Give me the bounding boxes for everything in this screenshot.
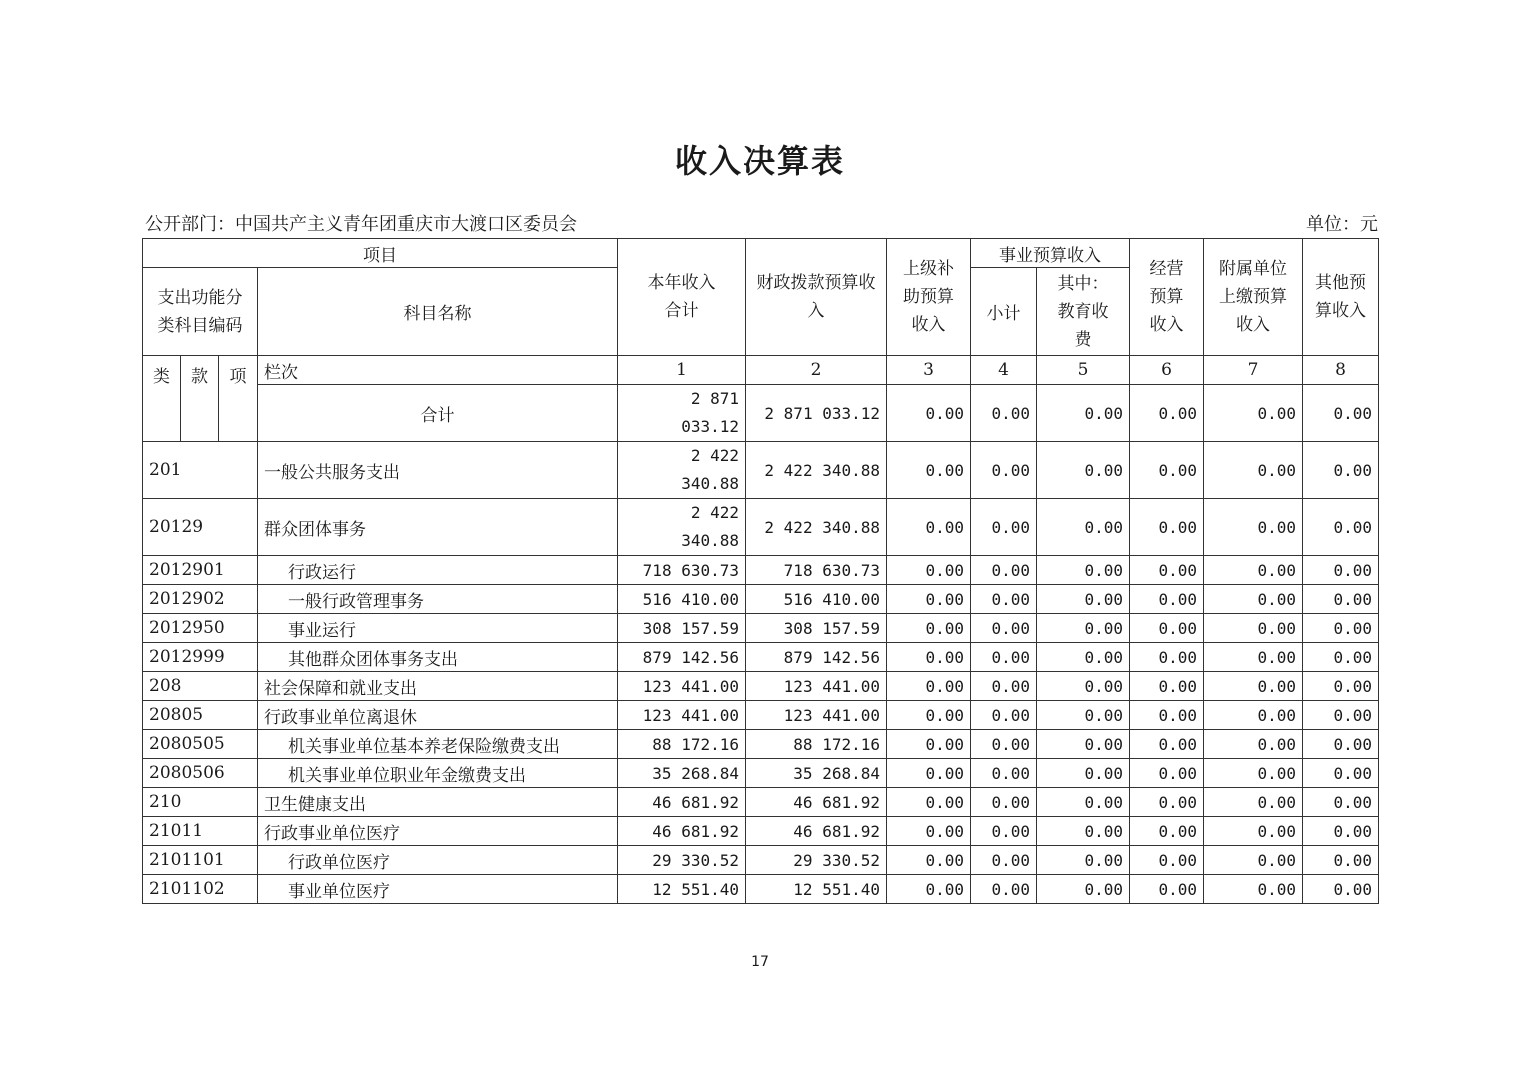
row-c2: 29 330.52	[746, 846, 887, 875]
row-c4: 0.00	[971, 499, 1037, 556]
row-c7: 0.00	[1204, 846, 1303, 875]
row-c4: 0.00	[971, 875, 1037, 904]
row-c3: 0.00	[887, 730, 971, 759]
row-c7: 0.00	[1204, 730, 1303, 759]
row-c1: 879 142.56	[618, 643, 746, 672]
row-c8: 0.00	[1303, 442, 1379, 499]
total-c3: 0.00	[887, 385, 971, 442]
row-code: 2101102	[143, 875, 258, 904]
row-code: 210	[143, 788, 258, 817]
row-c8: 0.00	[1303, 643, 1379, 672]
row-c5: 0.00	[1037, 643, 1130, 672]
row-c2: 123 441.00	[746, 672, 887, 701]
header-lanci: 栏次	[258, 356, 618, 385]
table-row	[143, 788, 1379, 817]
row-c1: 308 157.59	[618, 614, 746, 643]
row-name: 事业单位医疗	[258, 875, 618, 904]
row-c5: 0.00	[1037, 442, 1130, 499]
row-name: 机关事业单位职业年金缴费支出	[258, 759, 618, 788]
row-name: 行政事业单位离退休	[258, 701, 618, 730]
row-c3: 0.00	[887, 788, 971, 817]
row-c6: 0.00	[1130, 875, 1204, 904]
row-c2: 88 172.16	[746, 730, 887, 759]
row-c3: 0.00	[887, 701, 971, 730]
header-col8: 其他预算收入	[1303, 239, 1379, 356]
row-c5: 0.00	[1037, 614, 1130, 643]
table-row	[143, 875, 1379, 904]
table-row	[143, 672, 1379, 701]
table-row	[143, 643, 1379, 672]
row-c8: 0.00	[1303, 846, 1379, 875]
row-c1: 2 422 340.88	[618, 499, 746, 556]
row-c1: 516 410.00	[618, 585, 746, 614]
row-c4: 0.00	[971, 672, 1037, 701]
row-code: 20129	[143, 499, 258, 556]
row-c1: 35 268.84	[618, 759, 746, 788]
header-col5: 其中：教育收费	[1037, 268, 1130, 356]
row-c8: 0.00	[1303, 875, 1379, 904]
row-c4: 0.00	[971, 701, 1037, 730]
header-col-group: 事业预算收入	[971, 239, 1130, 268]
table-row	[143, 701, 1379, 730]
row-code: 2012902	[143, 585, 258, 614]
header-lei: 类	[143, 356, 181, 442]
table-row	[143, 556, 1379, 585]
row-c8: 0.00	[1303, 614, 1379, 643]
row-c3: 0.00	[887, 672, 971, 701]
income-table	[142, 238, 1379, 904]
header-xiang: 项	[219, 356, 258, 442]
row-c5: 0.00	[1037, 499, 1130, 556]
row-c5: 0.00	[1037, 875, 1130, 904]
table-row	[143, 817, 1379, 846]
header-col6: 经营预算收入	[1130, 239, 1204, 356]
row-name: 群众团体事务	[258, 499, 618, 556]
row-code: 2012950	[143, 614, 258, 643]
row-c7: 0.00	[1204, 614, 1303, 643]
total-label: 合计	[258, 385, 618, 442]
table-row	[143, 585, 1379, 614]
page-number: 17	[751, 954, 769, 970]
header-n7: 7	[1204, 356, 1303, 385]
row-c4: 0.00	[971, 643, 1037, 672]
row-c4: 0.00	[971, 759, 1037, 788]
table-row	[143, 442, 1379, 499]
row-c5: 0.00	[1037, 672, 1130, 701]
page-title: 收入决算表	[674, 142, 845, 180]
row-c6: 0.00	[1130, 846, 1204, 875]
row-c1: 718 630.73	[618, 556, 746, 585]
row-c5: 0.00	[1037, 759, 1130, 788]
row-c1: 2 422 340.88	[618, 442, 746, 499]
row-c2: 308 157.59	[746, 614, 887, 643]
row-c1: 29 330.52	[618, 846, 746, 875]
row-c2: 2 422 340.88	[746, 499, 887, 556]
row-c8: 0.00	[1303, 499, 1379, 556]
total-c7: 0.00	[1204, 385, 1303, 442]
table-row	[143, 759, 1379, 788]
row-code: 2012999	[143, 643, 258, 672]
row-code: 208	[143, 672, 258, 701]
header-col3: 上级补助预算收入	[887, 239, 971, 356]
row-c8: 0.00	[1303, 759, 1379, 788]
row-c2: 718 630.73	[746, 556, 887, 585]
row-c1: 46 681.92	[618, 788, 746, 817]
row-code: 2080505	[143, 730, 258, 759]
row-name: 一般行政管理事务	[258, 585, 618, 614]
row-c2: 2 422 340.88	[746, 442, 887, 499]
row-c8: 0.00	[1303, 730, 1379, 759]
table-row	[143, 846, 1379, 875]
row-code: 20805	[143, 701, 258, 730]
row-c7: 0.00	[1204, 499, 1303, 556]
row-c3: 0.00	[887, 499, 971, 556]
header-kuan: 款	[181, 356, 219, 442]
row-c2: 12 551.40	[746, 875, 887, 904]
header-n3: 3	[887, 356, 971, 385]
total-c6: 0.00	[1130, 385, 1204, 442]
total-c1: 2 871 033.12	[618, 385, 746, 442]
row-c5: 0.00	[1037, 817, 1130, 846]
header-n8: 8	[1303, 356, 1379, 385]
row-c4: 0.00	[971, 817, 1037, 846]
row-c5: 0.00	[1037, 846, 1130, 875]
header-item: 项目	[143, 239, 618, 268]
row-c7: 0.00	[1204, 875, 1303, 904]
row-c4: 0.00	[971, 585, 1037, 614]
row-c2: 46 681.92	[746, 817, 887, 846]
row-c7: 0.00	[1204, 817, 1303, 846]
row-c5: 0.00	[1037, 585, 1130, 614]
row-name: 卫生健康支出	[258, 788, 618, 817]
row-c6: 0.00	[1130, 788, 1204, 817]
row-c3: 0.00	[887, 817, 971, 846]
row-c3: 0.00	[887, 614, 971, 643]
row-c3: 0.00	[887, 759, 971, 788]
row-c6: 0.00	[1130, 643, 1204, 672]
row-c2: 516 410.00	[746, 585, 887, 614]
row-code: 201	[143, 442, 258, 499]
total-c5: 0.00	[1037, 385, 1130, 442]
row-c2: 35 268.84	[746, 759, 887, 788]
row-c1: 123 441.00	[618, 672, 746, 701]
header-col2: 财政拨款预算收入	[746, 239, 887, 356]
header-n6: 6	[1130, 356, 1204, 385]
row-code: 21011	[143, 817, 258, 846]
row-code: 2080506	[143, 759, 258, 788]
row-c6: 0.00	[1130, 556, 1204, 585]
row-name: 一般公共服务支出	[258, 442, 618, 499]
row-name: 社会保障和就业支出	[258, 672, 618, 701]
row-name: 行政事业单位医疗	[258, 817, 618, 846]
table-row	[143, 614, 1379, 643]
row-c6: 0.00	[1130, 672, 1204, 701]
department-label: 公开部门：中国共产主义青年团重庆市大渡口区委员会	[145, 214, 577, 235]
row-c6: 0.00	[1130, 585, 1204, 614]
row-c4: 0.00	[971, 614, 1037, 643]
row-c6: 0.00	[1130, 499, 1204, 556]
row-c3: 0.00	[887, 846, 971, 875]
header-n2: 2	[746, 356, 887, 385]
row-c3: 0.00	[887, 585, 971, 614]
row-c2: 879 142.56	[746, 643, 887, 672]
row-c6: 0.00	[1130, 730, 1204, 759]
row-c7: 0.00	[1204, 556, 1303, 585]
row-c4: 0.00	[971, 442, 1037, 499]
row-c3: 0.00	[887, 556, 971, 585]
row-name: 其他群众团体事务支出	[258, 643, 618, 672]
header-col7: 附属单位上缴预算收入	[1204, 239, 1303, 356]
header-n5: 5	[1037, 356, 1130, 385]
row-code: 2101101	[143, 846, 258, 875]
row-c2: 46 681.92	[746, 788, 887, 817]
row-c5: 0.00	[1037, 701, 1130, 730]
header-code: 支出功能分类科目编码	[143, 268, 258, 356]
row-c1: 12 551.40	[618, 875, 746, 904]
row-c6: 0.00	[1130, 614, 1204, 643]
row-c1: 46 681.92	[618, 817, 746, 846]
row-c5: 0.00	[1037, 788, 1130, 817]
row-c8: 0.00	[1303, 817, 1379, 846]
row-c5: 0.00	[1037, 556, 1130, 585]
row-name: 事业运行	[258, 614, 618, 643]
row-c6: 0.00	[1130, 759, 1204, 788]
row-c5: 0.00	[1037, 730, 1130, 759]
row-c4: 0.00	[971, 556, 1037, 585]
row-c4: 0.00	[971, 846, 1037, 875]
row-c6: 0.00	[1130, 442, 1204, 499]
row-c8: 0.00	[1303, 556, 1379, 585]
row-c7: 0.00	[1204, 643, 1303, 672]
row-c1: 88 172.16	[618, 730, 746, 759]
row-c7: 0.00	[1204, 442, 1303, 499]
row-c7: 0.00	[1204, 788, 1303, 817]
row-c8: 0.00	[1303, 701, 1379, 730]
row-c1: 123 441.00	[618, 701, 746, 730]
header-name: 科目名称	[258, 268, 618, 356]
row-name: 机关事业单位基本养老保险缴费支出	[258, 730, 618, 759]
row-c2: 123 441.00	[746, 701, 887, 730]
total-c8: 0.00	[1303, 385, 1379, 442]
row-c3: 0.00	[887, 442, 971, 499]
header-n1: 1	[618, 356, 746, 385]
row-c8: 0.00	[1303, 585, 1379, 614]
row-c7: 0.00	[1204, 585, 1303, 614]
row-name: 行政运行	[258, 556, 618, 585]
row-c7: 0.00	[1204, 672, 1303, 701]
row-c3: 0.00	[887, 643, 971, 672]
row-c7: 0.00	[1204, 759, 1303, 788]
total-row	[143, 385, 1379, 442]
row-c4: 0.00	[971, 730, 1037, 759]
row-code: 2012901	[143, 556, 258, 585]
header-col4: 小计	[971, 268, 1037, 356]
row-c6: 0.00	[1130, 817, 1204, 846]
total-c4: 0.00	[971, 385, 1037, 442]
row-c6: 0.00	[1130, 701, 1204, 730]
table-row	[143, 730, 1379, 759]
total-c2: 2 871 033.12	[746, 385, 887, 442]
header-col1: 本年收入合计	[618, 239, 746, 356]
row-c8: 0.00	[1303, 788, 1379, 817]
row-c7: 0.00	[1204, 701, 1303, 730]
table-row	[143, 499, 1379, 556]
row-c8: 0.00	[1303, 672, 1379, 701]
row-c4: 0.00	[971, 788, 1037, 817]
unit-label: 单位：元	[1306, 214, 1378, 235]
row-name: 行政单位医疗	[258, 846, 618, 875]
header-n4: 4	[971, 356, 1037, 385]
row-c3: 0.00	[887, 875, 971, 904]
